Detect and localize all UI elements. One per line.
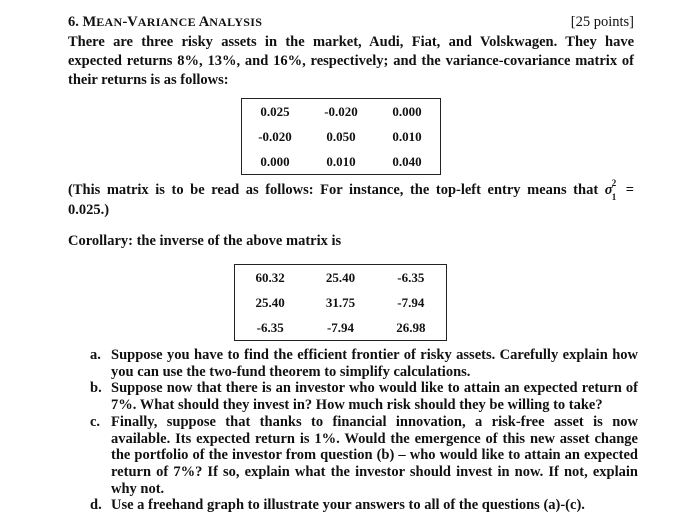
matrix-cell: 0.025 xyxy=(260,103,290,119)
intro-paragraph xyxy=(68,33,634,90)
inverse-matrix xyxy=(234,264,447,341)
matrix-cell: 0.000 xyxy=(392,103,422,119)
matrix-row xyxy=(242,124,441,149)
question-b xyxy=(90,380,638,413)
matrix-cell: 0.040 xyxy=(392,153,422,169)
matrix-row xyxy=(235,315,447,341)
question-text: Use a freehand graph to illustrate your answers to all of the questions (a)-(c). xyxy=(111,497,585,514)
matrix-cell: -0.020 xyxy=(324,103,358,119)
question-label: b. xyxy=(90,380,102,397)
question-c xyxy=(90,414,638,498)
matrix-cell: 0.050 xyxy=(326,128,356,144)
points-label: [25 points] xyxy=(570,14,634,30)
matrix-cell: -0.020 xyxy=(258,128,292,144)
question-text: Suppose now that there is an investor who would like to attain an expected return of 7%. What should they invest in? How much risk should they be willing to take? xyxy=(111,380,638,414)
matrix-cell: 25.40 xyxy=(325,269,356,285)
matrix-cell: 25.40 xyxy=(255,294,285,310)
matrix-cell: 0.010 xyxy=(326,153,356,169)
question-list xyxy=(90,347,638,514)
matrix-cell: -6.35 xyxy=(397,269,425,285)
matrix-row xyxy=(242,149,441,175)
intro-line: their returns is as follows: xyxy=(68,72,229,88)
matrix-row xyxy=(242,99,441,125)
question-label: a. xyxy=(90,347,101,363)
question-label: d. xyxy=(90,497,102,514)
intro-line: There are three risky assets in the market, Audi, Fiat, and Volskwagen. They have xyxy=(68,34,634,50)
matrix-cell: -6.35 xyxy=(256,319,284,335)
matrix-row xyxy=(235,290,447,315)
matrix-cell: 60.32 xyxy=(255,269,285,285)
problem-title: 6. MEAN-VARIANCE ANALYSIS xyxy=(68,14,263,30)
matrix-row xyxy=(235,265,447,291)
question-text: Finally, suppose that thanks to financial innovation, a risk-free asset is now available. Its expected return is 1%. Would the emergence of this new asset change the portfolio of the investor from question (b) – who would like to attain an expected return of 7%? If so, explain what the investor should invest in now. If not, explain why not. xyxy=(111,413,638,497)
question-text: Suppose you have to find the efficient frontier of risky assets. Carefully explain how you can use the two-fund theorem to simplify calculations. xyxy=(111,347,638,380)
question-d xyxy=(90,497,638,514)
note-line: 0.025.) xyxy=(68,202,110,218)
covariance-matrix xyxy=(241,98,441,175)
question-label: c. xyxy=(90,413,101,430)
note-line: (This matrix is to be read as follows: For instance, the top-left entry means that σ 2 1 = xyxy=(68,178,635,202)
corollary-text: Corollary: the inverse of the above matrix is xyxy=(68,233,342,249)
matrix-cell: -7.94 xyxy=(326,319,355,335)
matrix-note xyxy=(68,180,634,220)
matrix-cell: 26.98 xyxy=(396,319,426,335)
sigma-symbol: σ 2 1 xyxy=(604,178,617,202)
matrix-cell: 31.75 xyxy=(325,294,356,310)
matrix-cell: 0.010 xyxy=(392,128,422,144)
problem-heading xyxy=(68,14,634,34)
matrix-cell: 0.000 xyxy=(260,153,290,169)
matrix-cell: -7.94 xyxy=(397,294,425,310)
question-a xyxy=(90,347,638,380)
intro-line: expected returns 8%, 13%, and 16%, respectively; and the variance-covariance matrix of xyxy=(68,53,634,69)
